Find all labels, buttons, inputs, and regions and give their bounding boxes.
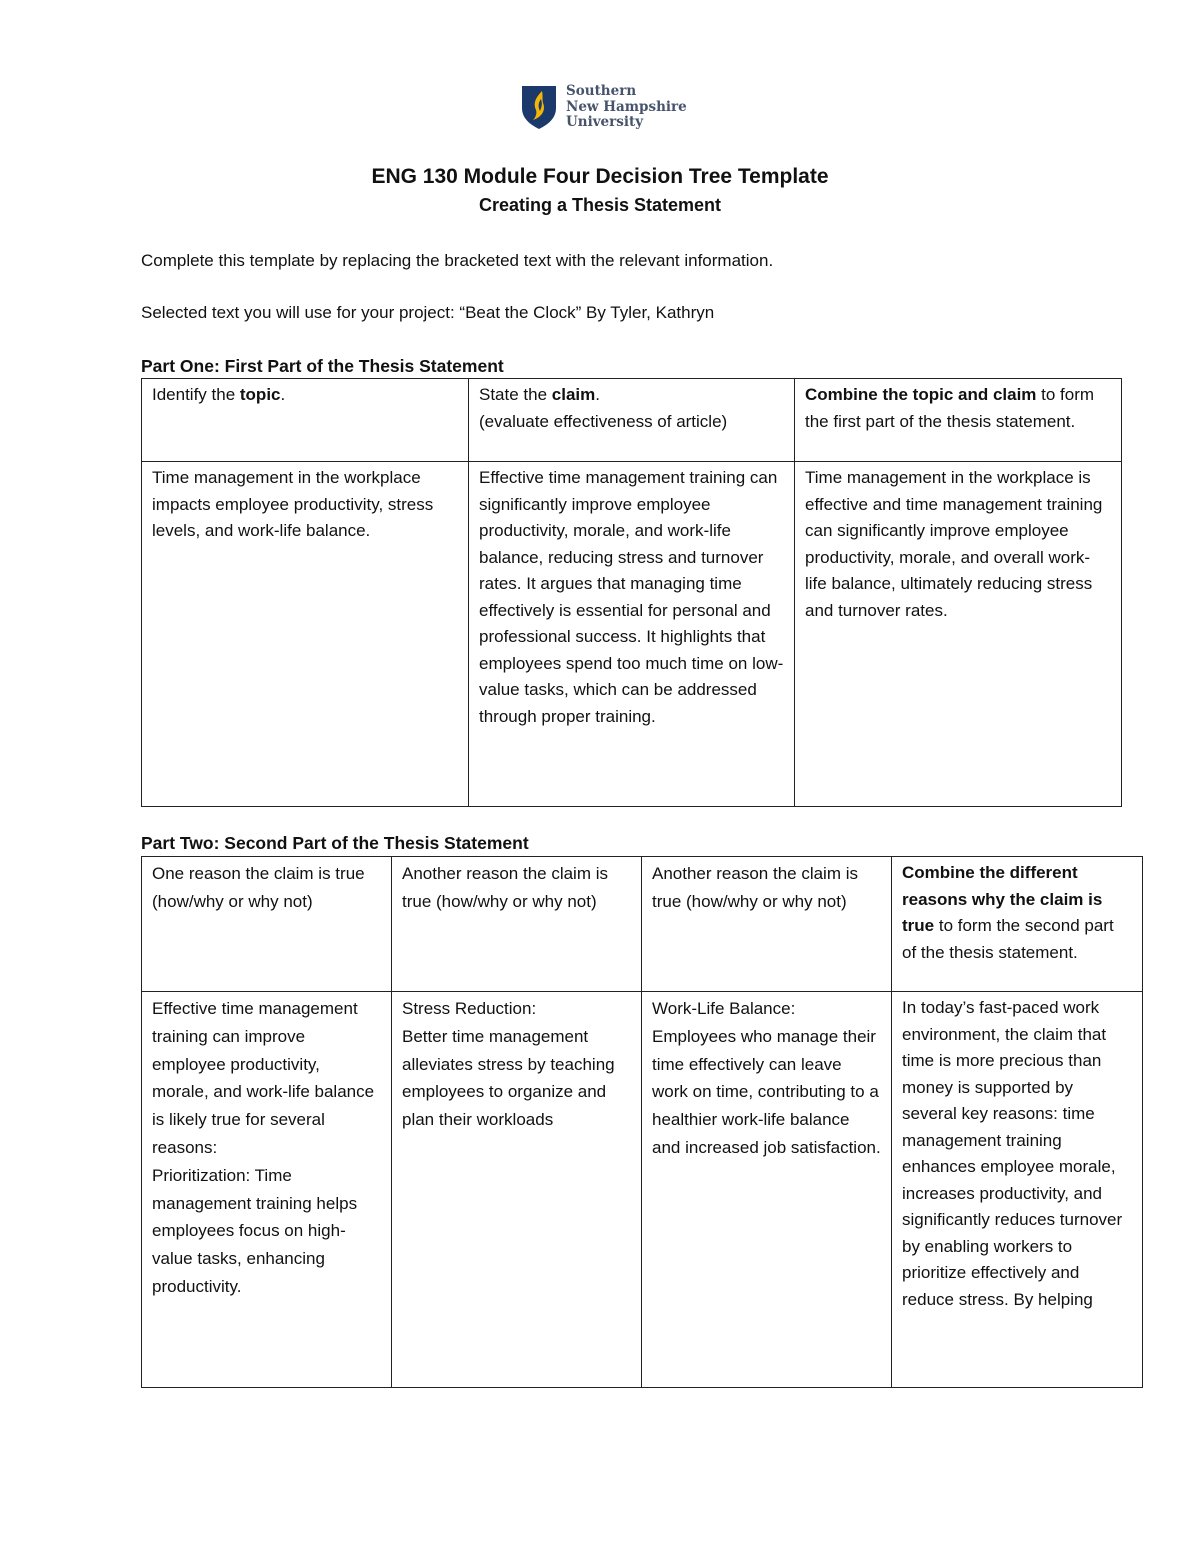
- logo-line-2: New Hampshire: [566, 98, 687, 115]
- header-bold-text: topic: [239, 385, 281, 404]
- table-row: [142, 462, 1122, 807]
- topic-cell[interactable]: Time management in the workplace impacts employee productivity, stress levels, and work-life balance.: [142, 462, 469, 807]
- reason-three-cell[interactable]: [642, 992, 892, 1388]
- reason-one-intro: Effective time management training can improve employee productivity, morale, and work-life balance is likely true for several reasons:: [152, 999, 375, 1157]
- header-text: .: [280, 385, 286, 404]
- header-bold-text: Combine the topic and claim: [805, 385, 1037, 404]
- header-note: (evaluate effectiveness of article): [479, 411, 728, 431]
- header-text: Identify the: [152, 385, 240, 404]
- reason-one-header-cell: One reason the claim is true (how/why or why not): [142, 857, 392, 992]
- part-two-table: [141, 856, 1143, 1388]
- thesis-part-one-cell[interactable]: Time management in the workplace is effective and time management training can significantly improve employee productivity, morale, and overall work-life balance, ultimately reducing stress and turnover rates.: [795, 462, 1122, 807]
- logo-line-3: University: [566, 114, 644, 130]
- snhu-shield-icon: [520, 84, 558, 130]
- reason-three-label: Work-Life Balance:: [652, 999, 796, 1018]
- claim-header-cell: [469, 379, 795, 462]
- combine-reasons-header-cell: [892, 857, 1143, 992]
- header-text: to form the first part of the thesis statement.: [805, 385, 1095, 431]
- topic-header-cell: [142, 379, 469, 462]
- document-subtitle: Creating a Thesis Statement: [478, 195, 722, 215]
- reason-one-detail: Prioritization: Time management training helps employees focus on high-value tasks, enhancing productivity.: [152, 1165, 358, 1296]
- reason-two-cell[interactable]: [392, 992, 642, 1388]
- header-text: .: [595, 385, 600, 404]
- instructions-text: Complete this template by replacing the bracketed text with the relevant information.: [141, 251, 774, 270]
- reason-three-header-cell: Another reason the claim is true (how/why or why not): [642, 857, 892, 992]
- header-bold-text: claim: [551, 385, 596, 404]
- header-bold-text: Combine the different reasons why the claim is true: [902, 863, 1103, 935]
- part-two-heading: Part Two: Second Part of the Thesis Statement: [141, 833, 529, 853]
- document-title: ENG 130 Module Four Decision Tree Template: [371, 165, 829, 188]
- combine-header-cell: [795, 379, 1122, 462]
- header-text: State the: [479, 385, 552, 404]
- table-header-row: [142, 857, 1143, 992]
- logo-wordmark: [566, 84, 687, 131]
- part-one-heading: Part One: First Part of the Thesis Statement: [141, 356, 504, 376]
- reason-two-header-cell: Another reason the claim is true (how/why or why not): [392, 857, 642, 992]
- claim-cell[interactable]: Effective time management training can significantly improve employee productivity, morale, and work-life balance, reducing stress and turnover rates. It argues that managing time effectively is essential for personal and professional success. It highlights that employees spend too much time on low-value tasks, which can be addressed through proper training.: [469, 462, 795, 807]
- table-row: [142, 992, 1143, 1388]
- reason-one-cell[interactable]: [142, 992, 392, 1388]
- header-text: to form the second part of the thesis statement.: [902, 916, 1114, 962]
- selected-text-line: Selected text you will use for your project: “Beat the Clock” By Tyler, Kathryn: [141, 303, 715, 322]
- reason-three-text: Employees who manage their time effectively can leave work on time, contributing to a healthier work-life balance and increased job satisfaction.: [652, 1026, 881, 1157]
- reason-two-text: Better time management alleviates stress by teaching employees to organize and plan their workloads: [402, 1026, 615, 1130]
- thesis-part-two-cell[interactable]: In today’s fast-paced work environment, the claim that time is more precious than money is supported by several key reasons: time management training enhances employee morale, increases productivity, and significantly reduces turnover by enabling workers to prioritize effectively and reduce stress. By helping: [892, 992, 1143, 1388]
- logo-line-1: Southern: [566, 83, 637, 99]
- table-header-row: [142, 379, 1122, 462]
- snhu-logo: [520, 84, 687, 131]
- reason-two-label: Stress Reduction:: [402, 999, 537, 1018]
- part-one-table: [141, 378, 1122, 807]
